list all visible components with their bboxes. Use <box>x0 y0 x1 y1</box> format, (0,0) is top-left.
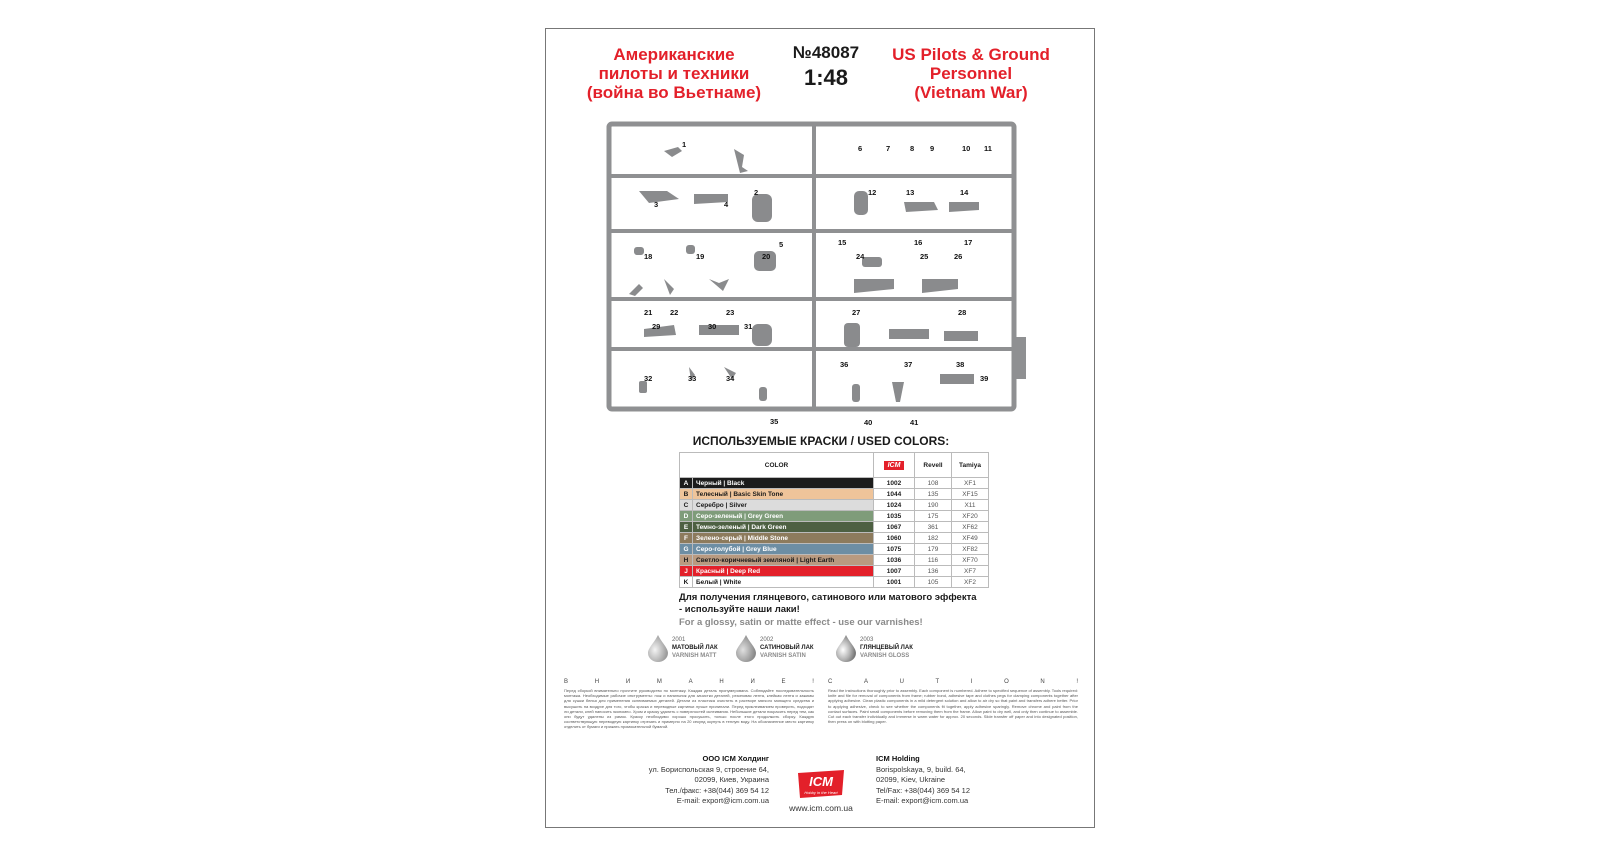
icm-code: 1002 <box>874 478 915 489</box>
colors-table-header <box>680 453 989 478</box>
caution-heading-ru <box>564 679 814 685</box>
address-line: ул. Бориспольская 9, строение 64, <box>648 764 769 774</box>
logo-name: ICM <box>809 774 833 789</box>
sprue-part <box>752 194 772 222</box>
logo-tagline: Hobby in the Heart <box>804 790 838 795</box>
color-letter: D <box>680 511 693 522</box>
tamiya-code: XF1 <box>952 478 989 489</box>
color-letter: E <box>680 522 693 533</box>
part-number: 7 <box>886 144 891 153</box>
sprue-part <box>944 331 978 341</box>
varnish-name-ru: МАТОВЫЙ ЛАК <box>672 645 718 651</box>
part-number: 19 <box>696 252 705 261</box>
part-number: 35 <box>770 417 779 426</box>
revell-code: 361 <box>915 522 952 533</box>
revell-code: 136 <box>915 566 952 577</box>
caution-letter: O <box>1004 679 1009 685</box>
part-number: 3 <box>654 200 659 209</box>
varnish-note-en: For a glossy, satin or matte effect - use our varnishes! <box>679 617 923 628</box>
part-number: 39 <box>980 374 989 383</box>
caution-letter: T <box>935 679 940 685</box>
tamiya-code: XF20 <box>952 511 989 522</box>
caution-heading <box>564 679 1078 687</box>
tamiya-code: XF62 <box>952 522 989 533</box>
part-number: 37 <box>904 360 913 369</box>
part-number: 6 <box>858 144 863 153</box>
part-number: 12 <box>868 188 877 197</box>
icm-code: 1044 <box>874 489 915 500</box>
part-number: 26 <box>954 252 963 261</box>
part-number: 24 <box>856 252 865 261</box>
varnish-gloss <box>834 634 913 667</box>
revell-code: 108 <box>915 478 952 489</box>
header-revell: Revell <box>915 453 952 478</box>
part-number: 27 <box>852 308 861 317</box>
tamiya-code: XF2 <box>952 577 989 588</box>
part-number: 32 <box>644 374 653 383</box>
header-color: COLOR <box>680 453 874 478</box>
color-letter: H <box>680 555 693 566</box>
color-letter: B <box>680 489 693 500</box>
caution-letter: И <box>625 679 631 685</box>
part-number: 1 <box>682 140 687 149</box>
caution-letter: И <box>750 679 755 685</box>
title-en-line: (Vietnam War) <box>914 83 1028 102</box>
caution-letter: U <box>899 679 904 685</box>
sprue-part <box>940 374 974 384</box>
address-english <box>876 754 970 807</box>
part-number: 14 <box>960 188 969 197</box>
part-number: 15 <box>838 238 847 247</box>
part-number: 5 <box>779 240 784 249</box>
part-number: 21 <box>644 308 653 317</box>
varnish-matt <box>646 634 718 667</box>
instruction-sheet <box>545 28 1095 828</box>
icm-code: 1075 <box>874 544 915 555</box>
sprue-part <box>629 284 643 296</box>
icm-code: 1024 <box>874 500 915 511</box>
sprue-part <box>904 202 938 212</box>
sprue-part <box>852 384 860 402</box>
catalog-block <box>786 43 866 91</box>
email-line: E-mail: export@icm.com.ua <box>676 796 769 805</box>
varnish-code: 2002 <box>760 637 774 643</box>
color-letter: C <box>680 500 693 511</box>
title-russian <box>574 45 774 102</box>
sprue-part <box>639 191 679 203</box>
sprue-diagram <box>604 119 1034 427</box>
caution-letter: Н <box>719 679 724 685</box>
part-number: 13 <box>906 188 915 197</box>
color-letter: K <box>680 577 693 588</box>
sprue-parts <box>629 147 979 402</box>
color-name: Серо-голубой | Grey Blue <box>693 544 874 555</box>
caution-text-en: Read the instructions thoroughly prior to assembly. Each component is numbered. Adhere to specified sequence of assembly. Tools required: knife and file for removal of components from frame; rubber bond, adhesive tape and clothes pegs for clamping components together after applying adhesive. Clean plastic components in a mild detergent solution and allow to air dry so that paint and transfers adhere better. Prior to applying adhesive, check to see whether the components fit together, apply adhesive sparingly. Remove chrome and paint from the contact surfaces. Paint small components before removing them from the frame. Allow paint to dry well, and only then continue to assemble. Cut out each transfer individually and immerse in warm water for approx. 20 seconds. Slide transfer off paper and into designated position, then press on with blotting paper. <box>828 688 1078 725</box>
tamiya-code: X11 <box>952 500 989 511</box>
caution-letter: Е <box>781 679 786 685</box>
title-ru-line: Американские <box>613 45 735 64</box>
color-row <box>680 478 989 489</box>
caution-letter: C <box>828 679 833 685</box>
caution-letter: ! <box>812 679 814 685</box>
sprue-part <box>862 257 882 267</box>
part-number: 38 <box>956 360 965 369</box>
part-number: 36 <box>840 360 849 369</box>
part-number: 2 <box>754 188 759 197</box>
varnish-name-en: VARNISH SATIN <box>760 653 806 659</box>
revell-code: 182 <box>915 533 952 544</box>
varnish-name-ru: САТИНОВЫЙ ЛАК <box>760 645 814 651</box>
part-number: 34 <box>726 374 735 383</box>
part-number: 23 <box>726 308 735 317</box>
part-number: 41 <box>910 418 919 427</box>
part-number: 30 <box>708 322 717 331</box>
phone-line: Tel/Fax: +38(044) 369 54 12 <box>876 785 971 795</box>
address-line: 02099, Kiev, Ukraine <box>876 775 946 784</box>
color-row <box>680 500 989 511</box>
icm-logo-icon <box>794 767 848 801</box>
sprue-outer-frame <box>609 124 1014 409</box>
company-name: ООО ICM Холдинг <box>702 754 769 763</box>
sprue-part <box>664 279 674 295</box>
color-letter: G <box>680 544 693 555</box>
color-row <box>680 489 989 500</box>
website-link[interactable]: www.icm.com.ua <box>789 803 853 813</box>
varnish-name-ru: ГЛЯНЦЕВЫЙ ЛАК <box>860 645 913 651</box>
caution-letter: А <box>688 679 693 685</box>
part-number: 10 <box>962 144 971 153</box>
icm-code: 1001 <box>874 577 915 588</box>
varnish-name-en: VARNISH MATT <box>672 653 717 659</box>
sprue-part <box>759 387 767 401</box>
catalog-number: №48087 <box>792 43 860 62</box>
icm-logo <box>794 767 848 806</box>
color-name: Телесный | Basic Skin Tone <box>693 489 874 500</box>
title-english <box>871 45 1071 102</box>
sprue-part <box>892 382 904 402</box>
used-colors-title: ИСПОЛЬЗУЕМЫЕ КРАСКИ / USED COLORS: <box>692 434 950 448</box>
address-russian <box>649 754 769 807</box>
part-number: 29 <box>652 322 661 331</box>
title-en-line: US Pilots & Ground <box>892 45 1050 64</box>
caution-text-ru: Перед сборкой внимательно прочтите руководство по монтажу. Каждая деталь пронумерована. Соблюдайте последовательность монтажа. Необходимые рабочие инструменты: нож и напильник для зачистки деталей, резиновая лента, клейкая лента и зажимы для сушки белья для применения склеиваемых деталей. Детали из пластика очистить в растворе мягкого моющего средства и высушить на воздухе для того, чтобы краска и переводные картинки лучше прилипали. Перед приклеиванием проверить, подходят ли детали, клей наносить экономно. Хром и краску удалить с поверхностей склеивания. Небольшие детали покрасить перед тем, как они будут удалены из рамок. Краску необходимо хорошо просушить, только после этого продолжить сборку. Каждую соответствующую переводную картинку отрезать и примерно на 20 секунд окунуть в теплую воду. На обозначенное место картинку отделить от бумаги и прижать промокательной бумагой. <box>564 688 814 730</box>
sprue-part <box>686 245 695 254</box>
revell-code: 116 <box>915 555 952 566</box>
sprue-part <box>699 325 739 335</box>
title-ru-line: (война во Вьетнаме) <box>586 83 762 102</box>
part-number: 31 <box>744 322 753 331</box>
caution-letter: I <box>970 679 973 685</box>
sprue-part <box>854 279 894 293</box>
sprue-part <box>854 191 868 215</box>
scale: 1:48 <box>803 65 849 90</box>
sprue-part <box>844 323 860 347</box>
color-name: Светло-коричневый земляной | Light Earth <box>693 555 874 566</box>
sprue-part <box>734 149 748 173</box>
caution-letter: М <box>656 679 662 685</box>
part-number: 4 <box>724 200 729 209</box>
caution-letter: N <box>1040 679 1045 685</box>
title-ru-line: пилоты и техники <box>598 64 750 83</box>
phone-line: Тел./факс: +38(044) 369 54 12 <box>665 785 769 795</box>
color-name: Черный | Black <box>693 478 874 489</box>
color-row <box>680 566 989 577</box>
icm-code: 1067 <box>874 522 915 533</box>
tamiya-code: XF82 <box>952 544 989 555</box>
paint-drop-icon <box>734 634 758 662</box>
header-icm <box>874 453 915 478</box>
color-name: Темно-зеленый | Dark Green <box>693 522 874 533</box>
email-line: E-mail: export@icm.com.ua <box>876 796 969 805</box>
sprue-part <box>889 329 929 339</box>
tamiya-code: XF15 <box>952 489 989 500</box>
varnish-code: 2001 <box>672 637 686 643</box>
varnish-satin <box>734 634 814 667</box>
part-number: 25 <box>920 252 929 261</box>
tamiya-code: XF70 <box>952 555 989 566</box>
caution-letter: Н <box>594 679 600 685</box>
address-line: 02099, Киев, Украина <box>694 775 769 784</box>
company-name: ICM Holding <box>876 754 920 763</box>
part-number: 8 <box>910 144 915 153</box>
color-name: Зелено-серый | Middle Stone <box>693 533 874 544</box>
sprue-part <box>709 279 729 291</box>
part-number: 33 <box>688 374 697 383</box>
tamiya-code: XF49 <box>952 533 989 544</box>
caution-letter: ! <box>1076 679 1078 685</box>
part-number: 28 <box>958 308 967 317</box>
color-name: Серебро | Silver <box>693 500 874 511</box>
part-number: 11 <box>984 144 992 153</box>
revell-code: 190 <box>915 500 952 511</box>
varnish-code: 2003 <box>860 637 874 643</box>
color-row <box>680 544 989 555</box>
paint-drop-icon <box>834 634 858 662</box>
sprue-part <box>634 247 644 255</box>
color-row <box>680 511 989 522</box>
color-row <box>680 555 989 566</box>
part-number: 9 <box>930 144 935 153</box>
varnish-note-ru: Для получения глянцевого, сатинового или матового эффекта - используйте наши лаки! <box>679 592 977 615</box>
icm-code: 1035 <box>874 511 915 522</box>
sprue-part <box>664 147 682 157</box>
part-number: 16 <box>914 238 923 247</box>
part-number: 20 <box>762 252 771 261</box>
part-number: 40 <box>864 418 873 427</box>
color-letter: F <box>680 533 693 544</box>
colors-table <box>679 452 989 588</box>
paint-drop-icon <box>646 634 670 662</box>
sprue-part <box>694 194 728 204</box>
icm-code: 1060 <box>874 533 915 544</box>
sprue-part <box>752 324 772 346</box>
color-name: Серо-зеленый | Grey Green <box>693 511 874 522</box>
sprue-tab <box>1012 337 1026 379</box>
header-tamiya: Tamiya <box>952 453 989 478</box>
color-row <box>680 577 989 588</box>
part-number: 18 <box>644 252 653 261</box>
sprue-part <box>922 279 958 293</box>
color-letter: J <box>680 566 693 577</box>
icm-logo-small: ICM <box>884 461 905 470</box>
caution-letter: В <box>564 679 569 685</box>
sprue-part <box>949 202 979 212</box>
caution-letter: A <box>863 679 868 685</box>
icm-code: 1007 <box>874 566 915 577</box>
color-name: Белый | White <box>693 577 874 588</box>
part-number: 17 <box>964 238 973 247</box>
revell-code: 105 <box>915 577 952 588</box>
varnish-name-en: VARNISH GLOSS <box>860 653 910 659</box>
color-letter: A <box>680 478 693 489</box>
color-row <box>680 533 989 544</box>
revell-code: 135 <box>915 489 952 500</box>
color-name: Красный | Deep Red <box>693 566 874 577</box>
title-en-line: Personnel <box>929 64 1013 83</box>
color-row <box>680 522 989 533</box>
caution-heading-en <box>828 679 1078 685</box>
address-line: Borispolskaya, 9, build. 64, <box>876 764 966 774</box>
tamiya-code: XF7 <box>952 566 989 577</box>
revell-code: 175 <box>915 511 952 522</box>
revell-code: 179 <box>915 544 952 555</box>
part-number: 22 <box>670 308 679 317</box>
icm-code: 1036 <box>874 555 915 566</box>
